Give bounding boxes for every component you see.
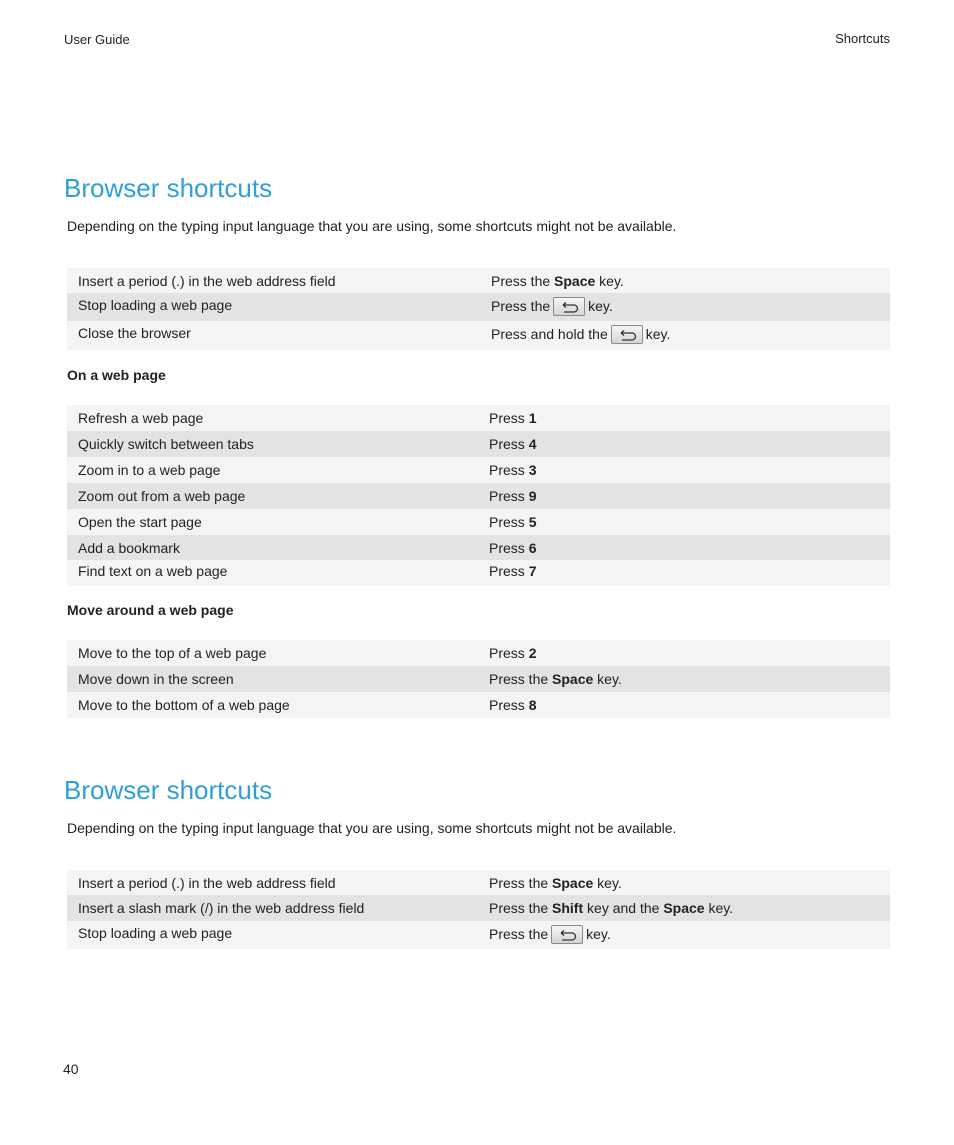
shortcut-text: Press the — [489, 925, 549, 942]
shortcut-cell — [489, 645, 536, 661]
table-row — [67, 535, 890, 560]
action-cell: Quickly switch between tabs — [78, 436, 254, 452]
shortcut-text: key and the — [583, 900, 664, 916]
action-cell: Close the browser — [78, 324, 191, 341]
action-cell: Move to the bottom of a web page — [78, 697, 290, 713]
escape-key-icon — [553, 297, 585, 316]
shortcut-text: Press — [489, 410, 529, 426]
shortcut-text: Press the — [491, 272, 555, 289]
key-name: Shift — [552, 900, 584, 916]
table-row — [67, 921, 890, 949]
shortcut-text: Press — [489, 697, 529, 713]
action-cell: Zoom out from a web page — [78, 488, 246, 504]
table-row — [67, 457, 890, 483]
key-name: 9 — [528, 488, 537, 504]
shortcut-text: Press — [489, 539, 529, 556]
shortcut-text: key. — [595, 272, 624, 289]
shortcut-cell — [491, 326, 670, 345]
subheading: Move around a web page — [67, 602, 234, 618]
shortcut-text: key. — [586, 925, 611, 942]
key-name: 3 — [528, 462, 537, 478]
shortcut-text: key. — [593, 671, 622, 687]
shortcut-cell — [489, 462, 536, 478]
key-name: 6 — [528, 539, 537, 556]
shortcut-cell — [489, 514, 536, 530]
shortcut-cell — [491, 273, 624, 289]
shortcut-cell — [489, 488, 536, 504]
running-header-title: User Guide — [64, 32, 130, 47]
shortcut-text: Press the — [489, 900, 553, 916]
shortcut-text: Press the — [491, 297, 551, 314]
shortcut-cell — [489, 436, 536, 452]
table-row — [67, 895, 890, 921]
table-row — [67, 560, 890, 586]
table-row — [67, 405, 890, 431]
table-row — [67, 640, 890, 666]
section-title: Browser shortcuts — [64, 775, 273, 805]
shortcut-table — [67, 268, 890, 350]
key-name: Space — [554, 272, 596, 289]
shortcut-text: Press — [489, 514, 529, 530]
action-cell: Find text on a web page — [78, 563, 228, 579]
shortcut-cell — [489, 410, 536, 426]
shortcut-cell — [489, 926, 611, 945]
key-name: 5 — [528, 514, 537, 530]
shortcut-text: key. — [593, 874, 622, 891]
key-name: Space — [552, 874, 594, 891]
table-row — [67, 870, 890, 895]
action-cell: Open the start page — [78, 514, 202, 530]
action-cell: Zoom in to a web page — [78, 462, 221, 478]
running-header-section: Shortcuts — [835, 31, 890, 46]
shortcut-text: Press the — [489, 874, 553, 891]
shortcut-text: Press and hold the — [491, 326, 608, 343]
shortcut-text: key. — [704, 900, 734, 916]
action-cell: Stop loading a web page — [78, 297, 233, 313]
table-row — [67, 692, 890, 718]
action-cell: Insert a slash mark (/) in the web address field — [78, 900, 365, 916]
intro-text: Depending on the typing input language that you are using, some shortcuts might not be available. — [67, 820, 677, 836]
key-name: 2 — [528, 645, 537, 661]
shortcut-cell — [489, 540, 536, 556]
shortcut-text: Press — [489, 488, 529, 504]
action-cell: Move down in the screen — [78, 671, 234, 687]
shortcut-text: Press the — [489, 671, 553, 687]
shortcut-cell — [489, 875, 622, 891]
table-row — [67, 431, 890, 457]
subheading: On a web page — [67, 367, 166, 383]
shortcut-cell — [489, 671, 622, 687]
action-cell: Insert a period (.) in the web address field — [78, 874, 336, 891]
shortcut-text: Press — [489, 563, 529, 579]
action-cell: Move to the top of a web page — [78, 645, 267, 661]
action-cell: Insert a period (.) in the web address field — [78, 272, 336, 289]
page-number: 40 — [63, 1061, 79, 1077]
shortcut-text: Press — [489, 645, 529, 661]
key-name: 1 — [528, 410, 537, 426]
table-row — [67, 666, 890, 692]
key-name: 7 — [528, 563, 537, 579]
intro-text: Depending on the typing input language that you are using, some shortcuts might not be available. — [67, 218, 677, 234]
escape-key-icon — [611, 325, 643, 344]
shortcut-cell — [489, 697, 536, 713]
shortcut-text: Press — [489, 462, 529, 478]
action-cell: Add a bookmark — [78, 539, 180, 556]
table-row — [67, 268, 890, 293]
escape-key-icon — [551, 925, 583, 944]
shortcut-cell — [491, 298, 613, 317]
shortcut-text: Press — [489, 436, 529, 452]
shortcut-table — [67, 640, 890, 718]
key-name: 4 — [528, 436, 537, 452]
key-name: Space — [552, 671, 594, 687]
table-row — [67, 321, 890, 350]
table-row — [67, 509, 890, 535]
shortcut-cell — [489, 900, 733, 916]
key-name: Space — [663, 900, 705, 916]
shortcut-table — [67, 405, 890, 586]
section-title: Browser shortcuts — [64, 173, 273, 203]
shortcut-cell — [489, 563, 536, 579]
key-name: 8 — [528, 697, 537, 713]
action-cell: Refresh a web page — [78, 410, 204, 426]
shortcut-table — [67, 870, 890, 949]
table-row — [67, 483, 890, 509]
shortcut-text: key. — [645, 326, 671, 343]
shortcut-text: key. — [588, 297, 613, 314]
table-row — [67, 293, 890, 321]
action-cell: Stop loading a web page — [78, 925, 233, 941]
